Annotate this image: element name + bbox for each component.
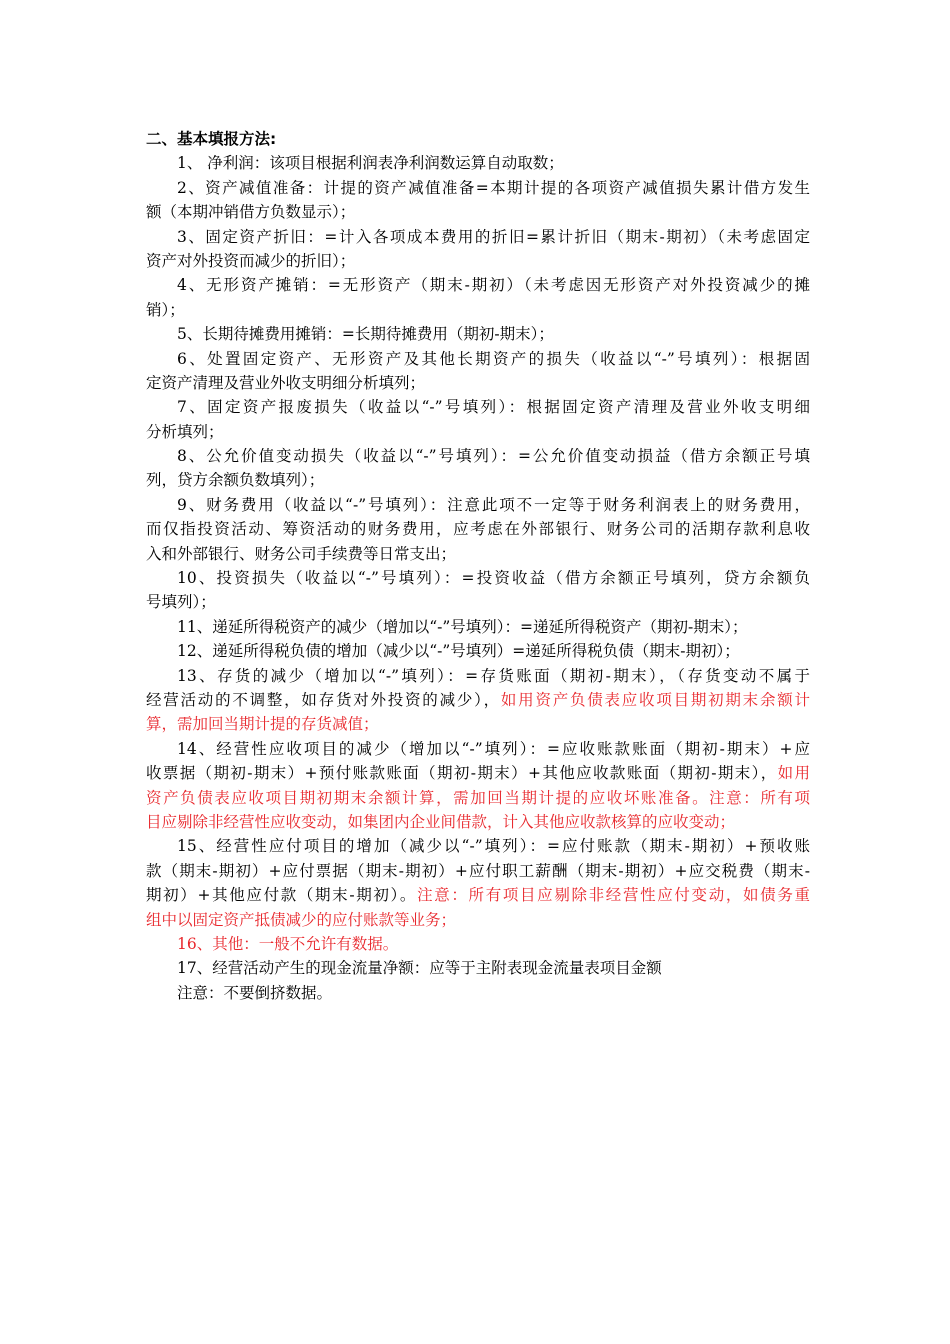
item-text: 11、递延所得税资产的减少（增加以“-”号填列）：=递延所得税资产（期初-期末）； bbox=[177, 617, 748, 636]
item-list bbox=[146, 151, 810, 1005]
item-text: 而仅指投资活动、筹资活动的财务费用，应考虑在外部银行、财务公司的活期存款利息收 bbox=[146, 520, 810, 539]
item-line bbox=[146, 932, 810, 956]
item-text: 定资产清理及营业外收支明细分析填列； bbox=[146, 373, 426, 392]
list-item bbox=[146, 615, 810, 639]
item-line bbox=[146, 151, 810, 175]
list-item bbox=[146, 225, 810, 274]
item-text: 注意：不要倒挤数据。 bbox=[177, 983, 333, 1002]
item-text: 12、递延所得税负债的增加（减少以“-”号填列）=递延所得税负债（期末-期初）； bbox=[177, 642, 740, 661]
document-page bbox=[146, 127, 810, 1005]
item-text: 经营活动的不调整，如存货对外投资的减少）， bbox=[146, 690, 501, 709]
item-line bbox=[146, 859, 810, 883]
list-item bbox=[146, 395, 810, 444]
item-text: 10、投资损失（收益以“-”号填列）：=投资收益（借方余额正号填列，贷方余额负 bbox=[177, 569, 810, 588]
item-text: 17、经营活动产生的现金流量净额：应等于主附表现金流量表项目金额 bbox=[177, 959, 662, 978]
item-text: 额（本期冲销借方负数显示）； bbox=[146, 203, 356, 222]
list-item bbox=[146, 956, 810, 980]
list-item bbox=[146, 981, 810, 1005]
item-line bbox=[146, 420, 810, 444]
item-text: 资产对外投资而减少的折旧）； bbox=[146, 251, 356, 270]
item-line bbox=[146, 444, 810, 468]
item-line bbox=[146, 371, 810, 395]
list-item bbox=[146, 176, 810, 225]
item-text: 4、无形资产摊销：=无形资产（期末-期初）（未考虑因无形资产对外投资减少的摊 bbox=[177, 276, 810, 295]
item-line bbox=[146, 200, 810, 224]
highlight-text: 如用 bbox=[777, 764, 810, 783]
item-line bbox=[146, 493, 810, 517]
item-text: 收票据（期初-期末）+预付账款账面（期初-期末）+其他应收款账面（期初-期末）， bbox=[146, 764, 778, 783]
highlight-text: 如用资产负债表应收项目期初期末余额计 bbox=[500, 690, 810, 709]
item-line bbox=[146, 883, 810, 907]
item-text: 2、资产减值准备：计提的资产减值准备=本期计提的各项资产减值损失累计借方发生 bbox=[177, 178, 810, 197]
item-line bbox=[146, 517, 810, 541]
item-text: 15、经营性应付项目的增加（减少以“-”填列）：=应付账款（期末-期初）+预收账 bbox=[177, 837, 810, 856]
item-text: 1、 净利润：该项目根据利润表净利润数运算自动取数； bbox=[177, 154, 564, 173]
item-line bbox=[146, 347, 810, 371]
item-line bbox=[146, 712, 810, 736]
item-line bbox=[146, 225, 810, 249]
item-line bbox=[146, 590, 810, 614]
list-item bbox=[146, 347, 810, 396]
item-line bbox=[146, 786, 810, 810]
item-text: 14、经营性应收项目的减少（增加以“-”填列）：=应收账款账面（期初-期末）+应 bbox=[177, 739, 810, 758]
item-text: 3、固定资产折旧：=计入各项成本费用的折旧=累计折旧（期末-期初）（未考虑固定 bbox=[177, 227, 810, 246]
highlight-text: 组中以固定资产抵债减少的应付账款等业务； bbox=[146, 910, 457, 929]
item-text: 9、财务费用（收益以“-”号填列）：注意此项不一定等于财务利润表上的财务费用， bbox=[177, 495, 810, 514]
list-item bbox=[146, 493, 810, 566]
item-line bbox=[146, 298, 810, 322]
item-line bbox=[146, 566, 810, 590]
item-line bbox=[146, 639, 810, 663]
list-item bbox=[146, 664, 810, 737]
highlight-text: 目应剔除非经营性应收变动，如集团内企业间借款，计入其他应收款核算的应收变动； bbox=[146, 812, 736, 831]
item-text: 号填列）； bbox=[146, 593, 216, 612]
item-text: 6、处置固定资产、无形资产及其他长期资产的损失（收益以“-”号填列）：根据固 bbox=[177, 349, 810, 368]
item-text: 入和外部银行、财务公司手续费等日常支出； bbox=[146, 544, 457, 563]
section-heading: 二、基本填报方法: bbox=[146, 130, 277, 148]
item-line bbox=[146, 542, 810, 566]
item-line bbox=[146, 395, 810, 419]
item-text: 销）； bbox=[146, 300, 185, 319]
item-line bbox=[146, 737, 810, 761]
list-item bbox=[146, 932, 810, 956]
item-line bbox=[146, 615, 810, 639]
item-line bbox=[146, 322, 810, 346]
item-text: 列，贷方余额负数填列）； bbox=[146, 471, 325, 490]
item-line bbox=[146, 908, 810, 932]
item-line bbox=[146, 834, 810, 858]
item-text: 8、公允价值变动损失（收益以“-”号填列）：=公允价值变动损益（借方余额正号填 bbox=[177, 447, 810, 466]
item-text: 13、存货的减少（增加以“-”填列）：=存货账面（期初-期末），（存货变动不属于 bbox=[177, 666, 810, 685]
item-line bbox=[146, 249, 810, 273]
highlight-text: 16、其他：一般不允许有数据。 bbox=[177, 934, 399, 953]
item-text: 期初）+其他应付款（期末-期初）。 bbox=[146, 886, 418, 905]
item-line bbox=[146, 688, 810, 712]
item-text: 7、固定资产报废损失（收益以“-”号填列）：根据固定资产清理及营业外收支明细 bbox=[177, 398, 810, 417]
highlight-text: 资产负债表应收项目期初期末余额计算，需加回当期计提的应收坏账准备。注意：所有项 bbox=[146, 788, 810, 807]
list-item bbox=[146, 639, 810, 663]
item-text: 分析填列； bbox=[146, 422, 224, 441]
highlight-text: 算，需加回当期计提的存货减值； bbox=[146, 715, 379, 734]
item-line bbox=[146, 761, 810, 785]
list-item bbox=[146, 566, 810, 615]
list-item bbox=[146, 151, 810, 175]
highlight-text: 注意：所有项目应剔除非经营性应付变动，如债务重 bbox=[417, 886, 810, 905]
list-item bbox=[146, 444, 810, 493]
item-line bbox=[146, 468, 810, 492]
item-text: 款（期末-期初）+应付票据（期末-期初）+应付职工薪酬（期末-期初）+应交税费（期末- bbox=[146, 861, 810, 880]
item-line bbox=[146, 664, 810, 688]
item-line bbox=[146, 176, 810, 200]
list-item bbox=[146, 737, 810, 835]
list-item bbox=[146, 834, 810, 932]
item-line bbox=[146, 810, 810, 834]
list-item bbox=[146, 322, 810, 346]
item-line bbox=[146, 981, 810, 1005]
item-line bbox=[146, 956, 810, 980]
list-item bbox=[146, 273, 810, 322]
item-text: 5、长期待摊费用摊销：=长期待摊费用（期初-期末）； bbox=[177, 325, 554, 344]
item-line bbox=[146, 273, 810, 297]
